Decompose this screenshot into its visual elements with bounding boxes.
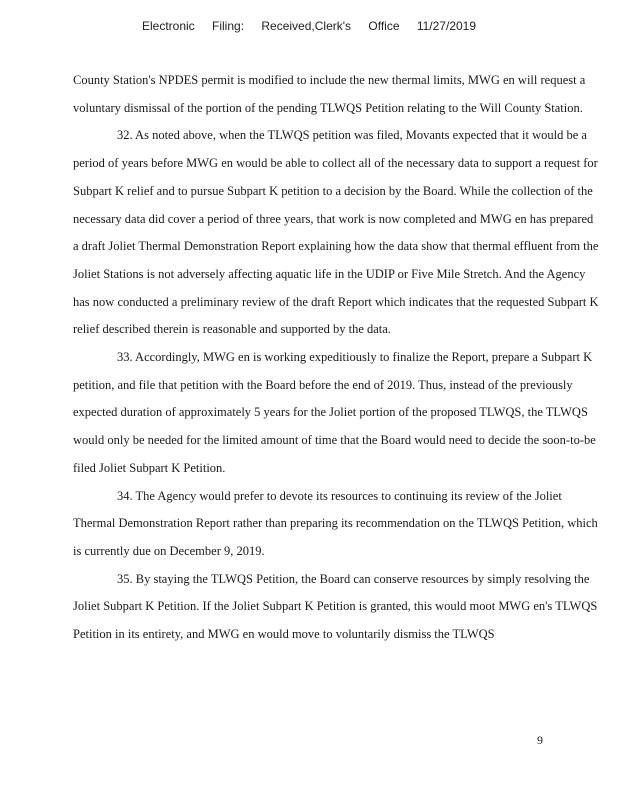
page-number: 9 — [537, 733, 543, 747]
header-office: Office — [368, 19, 400, 33]
document-body — [73, 67, 600, 649]
paragraph-32: 32. As noted above, when the TLWQS petition was filed, Movants expected that it would be a period of years before MWG en would be able to collect all of the necessary data to support a request for Subpart K relief and to pursue Subpart K petition to a decision by the Board. While the collection of the necessary data did cover a period of three years, that work is now completed and MWG en has prepared a draft Joliet Thermal Demonstration Report explaining how the data show that thermal effluent from the Joliet Stations is not adversely affecting aquatic life in the UDIP or Five Mile Stretch. And the Agency has now conducted a preliminary review of the draft Report which indicates that the requested Subpart K relief described therein is reasonable and supported by the data. — [73, 128, 599, 337]
header-received: Received,Clerk's — [261, 19, 352, 33]
paragraph-continued: County Station's NPDES permit is modified to include the new thermal limits, MWG en will request a voluntary dismissal of the portion of the pending TLWQS Petition relating to the Will County Station. — [73, 73, 586, 115]
paragraph-33: 33. Accordingly, MWG en is working expeditiously to finalize the Report, prepare a Subpart K petition, and file that petition with the Board before the end of 2019. Thus, instead of the previously expected duration of approximately 5 years for the Joliet portion of the proposed TLWQS, the TLWQS would only be needed for the limited amount of time that the Board would need to decide the soon-to-be filed Joliet Subpart K Petition. — [73, 350, 596, 475]
header-date: 11/27/2019 — [416, 19, 477, 33]
paragraph-34: 34. The Agency would prefer to devote its resources to continuing its review of the Joliet Thermal Demonstration Report rather than preparing its recommendation on the TLWQS Petition, which is currently due on December 9, 2019. — [73, 488, 598, 558]
paragraph-35: 35. By staying the TLWQS Petition, the Board can conserve resources by simply resolving the Joliet Subpart K Petition. If the Joliet Subpart K Petition is granted, this would moot MWG en's TLWQS Petition in its entirety, and MWG en would move to voluntarily dismiss the TLWQS — [73, 571, 598, 642]
header-filing: Filing: — [212, 19, 245, 33]
header-electronic: Electronic — [141, 19, 195, 33]
filing-header — [0, 19, 618, 33]
